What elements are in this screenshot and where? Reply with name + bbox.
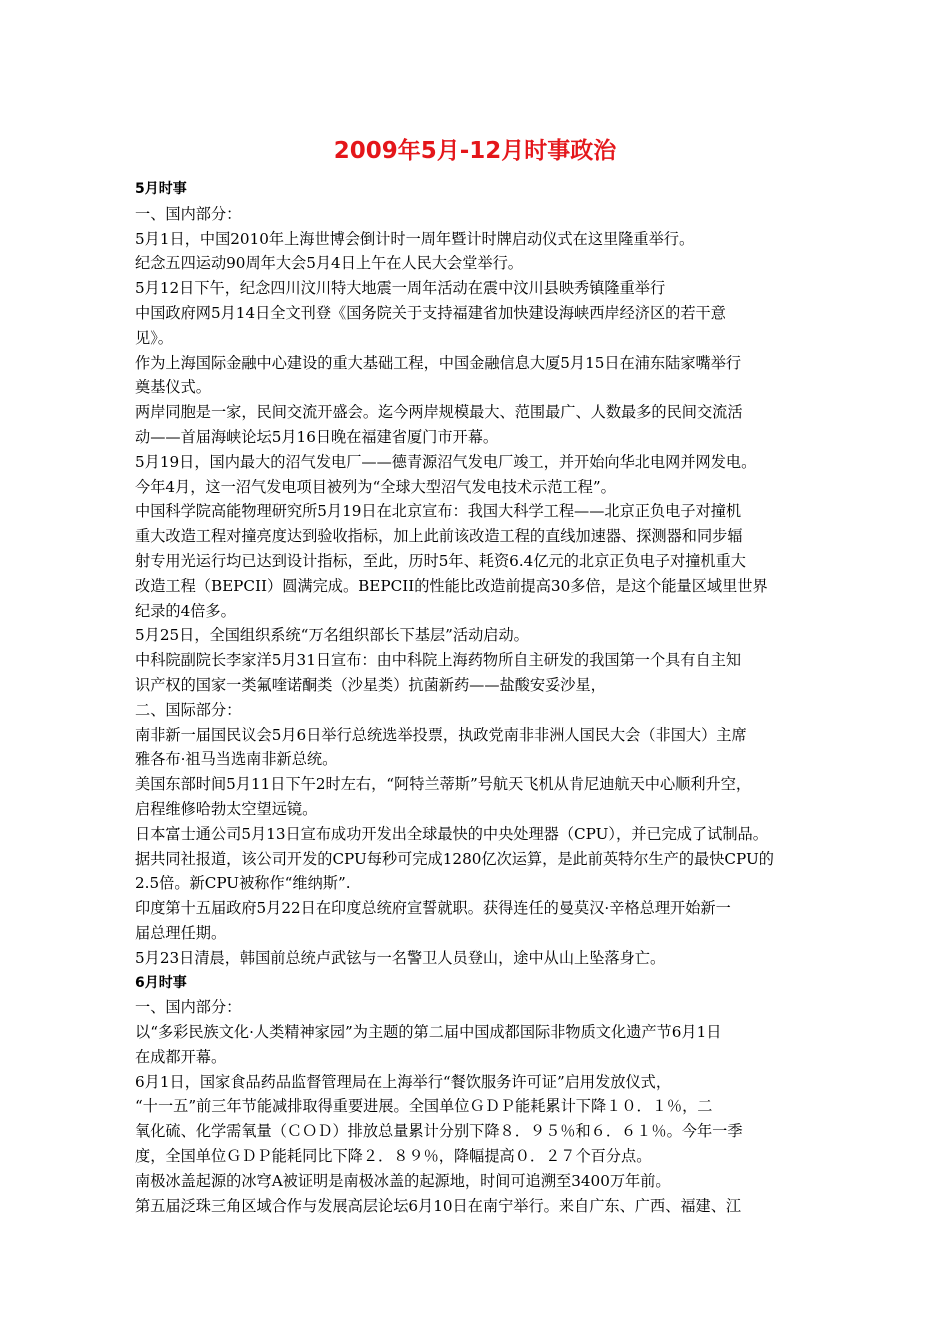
paragraph-line: 作为上海国际金融中心建设的重大基础工程，中国金融信息大厦5月15日在浦东陆家嘴举行: [135, 353, 742, 372]
paragraph-line: 5月19日，国内最大的沼气发电厂——德青源沼气发电厂竣工，并开始向华北电网并网发电。: [135, 452, 757, 471]
paragraph-line: 见》。: [135, 328, 173, 347]
paragraph-line: 改造工程（BEPCII）圆满完成。BEPCII的性能比改造前提高30多倍，是这个能量区域里世界: [135, 576, 768, 595]
section-heading: 5月时事: [135, 181, 187, 197]
paragraph-line: 届总理任期。: [135, 923, 227, 942]
paragraph-line: 在成都开幕。: [135, 1047, 227, 1066]
paragraph-line: 据共同社报道，该公司开发的CPU每秒可完成1280亿次运算，是此前英特尔生产的最快CPU的: [135, 849, 774, 868]
paragraph-line: 6月1日，国家食品药品监督管理局在上海举行“餐饮服务许可证”启用发放仪式，: [135, 1072, 672, 1091]
paragraph-line: 纪录的4倍多。: [135, 601, 236, 620]
paragraph-line: 5月1日，中国2010年上海世博会倒计时一周年暨计时牌启动仪式在这里隆重举行。: [135, 229, 695, 248]
paragraph-line: 射专用光运行均已达到设计指标，至此，历时5年、耗资6.4亿元的北京正负电子对撞机重大: [135, 551, 746, 570]
paragraph-line: 一、国内部分：: [135, 204, 242, 223]
paragraph-line: 一、国内部分：: [135, 998, 242, 1017]
paragraph-line: 度，全国单位ＧＤＰ能耗同比下降２．８９％，降幅提高０．２７个百分点。: [135, 1147, 652, 1166]
paragraph-line: 2.5倍。新CPU被称作“维纳斯”.: [135, 874, 351, 893]
paragraph-line: 重大改造工程对撞亮度达到验收指标，加上此前该改造工程的直线加速器、探测器和同步辐: [135, 527, 743, 546]
paragraph-line: 两岸同胞是一家，民间交流开盛会。迄今两岸规模最大、范围最广、人数最多的民间交流活: [135, 403, 743, 422]
paragraph-line: 中国科学院高能物理研究所5月19日在北京宣布：我国大科学工程——北京正负电子对撞机: [135, 502, 742, 521]
paragraph-line: 奠基仪式。: [135, 378, 211, 397]
paragraph-line: 第五届泛珠三角区域合作与发展高层论坛6月10日在南宁举行。来自广东、广西、福建、江: [135, 1196, 742, 1215]
paragraph-line: 启程维修哈勃太空望远镜。: [135, 799, 318, 818]
paragraph-line: 中国政府网5月14日全文刊登《国务院关于支持福建省加快建设海峡西岸经济区的若干意: [135, 303, 726, 322]
paragraph-line: 动——首届海峡论坛5月16日晚在福建省厦门市开幕。: [135, 427, 499, 446]
paragraph-line: 识产权的国家一类氟喹诺酮类（沙星类）抗菌新药——盐酸安妥沙星，: [135, 675, 606, 694]
paragraph-line: 5月25日，全国组织系统“万名组织部长下基层”活动启动。: [135, 626, 529, 645]
paragraph-line: 南非新一届国民议会5月6日举行总统选举投票，执政党南非非洲人国民大会（非国大）主席: [135, 725, 747, 744]
paragraph-line: 以“多彩民族文化·人类精神家园”为主题的第二届中国成都国际非物质文化遗产节6月1日: [135, 1023, 722, 1042]
paragraph-line: 日本富士通公司5月13日宣布成功开发出全球最快的中央处理器（CPU），并已完成了试制品。: [135, 824, 768, 843]
document-body: [135, 177, 825, 1218]
section-heading: 6月时事: [135, 974, 187, 991]
document-title: 2009年5月-12月时事政治: [333, 138, 617, 164]
paragraph-line: 5月23日清晨，韩国前总统卢武铉与一名警卫人员登山，途中从山上坠落身亡。: [135, 948, 666, 967]
paragraph-line: 二、国际部分：: [135, 700, 242, 719]
paragraph-line: 南极冰盖起源的冰穹A被证明是南极冰盖的起源地，时间可追溯至3400万年前。: [135, 1171, 671, 1190]
paragraph-line: 5月12日下午，纪念四川汶川特大地震一周年活动在震中汶川县映秀镇隆重举行: [135, 279, 666, 298]
paragraph-line: 今年4月，这一沼气发电项目被列为“全球大型沼气发电技术示范工程”。: [135, 477, 616, 496]
paragraph-line: “十一五”前三年节能减排取得重要进展。全国单位ＧＤＰ能耗累计下降１０．１％，二: [135, 1097, 713, 1116]
paragraph-line: 印度第十五届政府5月22日在印度总统府宣誓就职。获得连任的曼莫汉·辛格总理开始新一: [135, 899, 731, 918]
paragraph-line: 氧化硫、化学需氧量（ＣＯＤ）排放总量累计分别下降８．９５％和６．６１％。今年一季: [135, 1122, 743, 1141]
paragraph-line: 中科院副院长李家洋5月31日宣布：由中科院上海药物所自主研发的我国第一个具有自主知: [135, 651, 742, 670]
paragraph-line: 雅各布·祖马当选南非新总统。: [135, 750, 338, 769]
paragraph-line: 纪念五四运动90周年大会5月4日上午在人民大会堂举行。: [135, 254, 523, 273]
paragraph-line: 美国东部时间5月11日下午2时左右，“阿特兰蒂斯”号航天飞机从肯尼迪航天中心顺利升空，: [135, 775, 752, 794]
